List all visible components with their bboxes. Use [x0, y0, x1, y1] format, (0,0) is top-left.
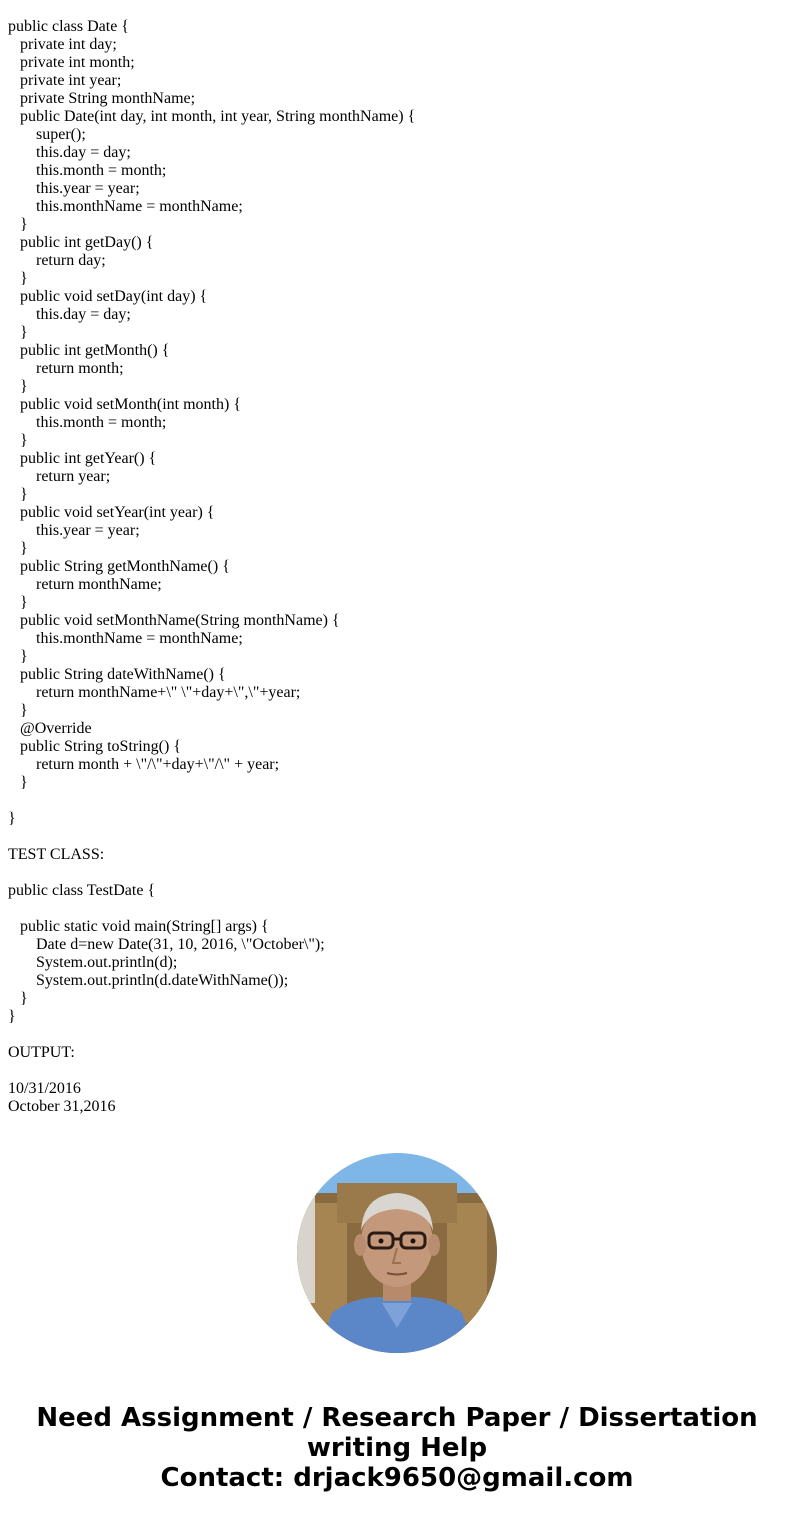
code-line: public int getYear() { [8, 450, 157, 467]
code-line: Date d=new Date(31, 10, 2016, \"October\"); [8, 936, 325, 953]
code-line: this.year = year; [8, 522, 140, 539]
code-line: October 31,2016 [8, 1098, 116, 1115]
code-line [8, 900, 788, 918]
code-line: 10/31/2016 [8, 1080, 81, 1097]
code-line: private String monthName; [8, 90, 196, 107]
code-line: } [8, 594, 28, 611]
code-line: this.monthName = monthName; [8, 630, 243, 647]
code-line: this.month = month; [8, 162, 167, 179]
code-line: } [8, 1008, 16, 1025]
code-line: } [8, 990, 28, 1007]
code-line: System.out.println(d); [8, 954, 178, 971]
code-line: } [8, 810, 16, 827]
code-line: this.day = day; [8, 144, 131, 161]
code-line: public String dateWithName() { [8, 666, 226, 683]
code-line: } [8, 324, 28, 341]
code-listing [8, 18, 788, 1116]
code-line: this.monthName = monthName; [8, 198, 243, 215]
code-line: public class Date { [8, 18, 129, 35]
code-line: public String getMonthName() { [8, 558, 230, 575]
code-line: } [8, 774, 28, 791]
code-line: TEST CLASS: [8, 846, 105, 863]
code-line: private int year; [8, 72, 122, 89]
code-line: return monthName; [8, 576, 162, 593]
author-avatar [297, 1153, 497, 1353]
code-line: public static void main(String[] args) { [8, 918, 269, 935]
code-line: private int day; [8, 36, 117, 53]
code-line [8, 864, 788, 882]
code-line: return month; [8, 360, 124, 377]
code-line [8, 1062, 788, 1080]
code-line: } [8, 648, 28, 665]
code-line: @Override [8, 720, 92, 737]
code-line: public int getDay() { [8, 234, 154, 251]
code-line: } [8, 270, 28, 287]
code-line: public Date(int day, int month, int year, String monthName) { [8, 108, 416, 125]
code-line: OUTPUT: [8, 1044, 75, 1061]
code-line: } [8, 540, 28, 557]
code-line: this.month = month; [8, 414, 167, 431]
code-line: } [8, 378, 28, 395]
code-line: public void setMonth(int month) { [8, 396, 241, 413]
code-line: this.day = day; [8, 306, 131, 323]
code-line: public int getMonth() { [8, 342, 170, 359]
code-line: } [8, 432, 28, 449]
code-line: return month + \"/\"+day+\"/\" + year; [8, 756, 280, 773]
code-line [8, 828, 788, 846]
promo-banner [0, 1403, 794, 1493]
code-line: public void setYear(int year) { [8, 504, 215, 521]
code-line: return year; [8, 468, 111, 485]
code-line [8, 792, 788, 810]
portrait-photo [297, 1153, 497, 1353]
code-line [8, 1026, 788, 1044]
promo-subheadline: writing Help [306, 1433, 488, 1463]
code-line: this.year = year; [8, 180, 140, 197]
code-line: private int month; [8, 54, 135, 71]
code-line: return monthName+\" \"+day+\",\"+year; [8, 684, 301, 701]
code-line: } [8, 702, 28, 719]
code-line: System.out.println(d.dateWithName()); [8, 972, 289, 989]
promo-headline: Need Assignment / Research Paper / Dissertation [36, 1403, 758, 1433]
code-line: public String toString() { [8, 738, 182, 755]
code-line: } [8, 486, 28, 503]
code-line: public void setMonthName(String monthName) { [8, 612, 340, 629]
code-line: public void setDay(int day) { [8, 288, 208, 305]
code-line: super(); [8, 126, 86, 143]
code-line: return day; [8, 252, 106, 269]
code-line: public class TestDate { [8, 882, 156, 899]
promo-contact: Contact: drjack9650@gmail.com [160, 1463, 634, 1493]
code-line: } [8, 216, 28, 233]
